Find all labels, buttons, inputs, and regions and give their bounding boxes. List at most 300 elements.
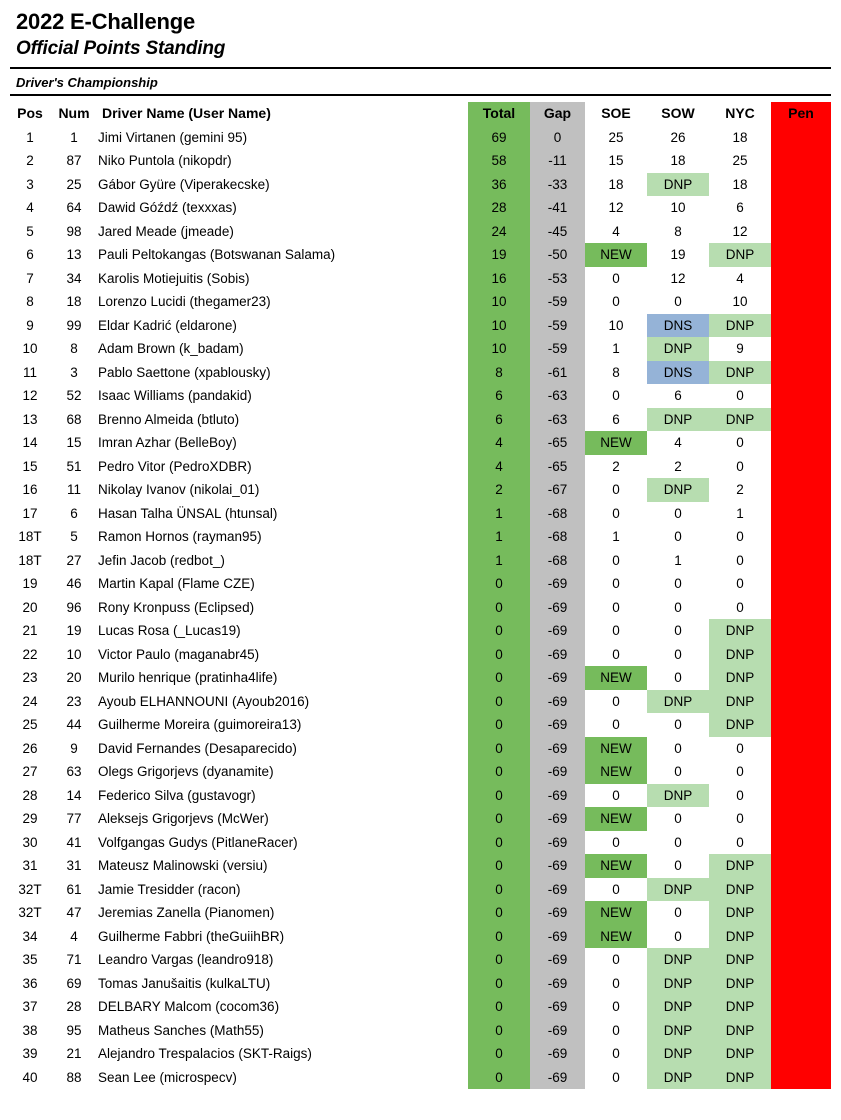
- cell-driver-name: DELBARY Malcom (cocom36): [98, 999, 280, 1014]
- cell-total: 0: [468, 737, 530, 761]
- cell-total: 1: [468, 502, 530, 526]
- cell-gap: 0: [530, 126, 585, 150]
- cell-number: 14: [66, 787, 82, 803]
- cell-sow: 0: [647, 713, 709, 737]
- cell-driver-name: Victor Paulo (maganabr45): [98, 646, 260, 662]
- cell-nyc: 18: [709, 126, 771, 150]
- cell-nyc: DNP: [709, 713, 771, 737]
- cell-gap: -69: [530, 925, 585, 949]
- cell-penalty: [771, 643, 831, 667]
- cell-driver-name: Murilo henrique (pratinha4life): [98, 670, 278, 685]
- cell-nyc: DNP: [709, 666, 771, 690]
- table-row: [10, 784, 831, 808]
- cell-number: 31: [66, 858, 82, 873]
- cell-soe: 0: [585, 384, 647, 408]
- table-row: [10, 690, 831, 714]
- cell-sow: DNP: [647, 972, 709, 996]
- cell-gap: -68: [530, 502, 585, 526]
- cell-driver-name: Jared Meade (jmeade): [98, 223, 234, 239]
- cell-penalty: [771, 948, 831, 972]
- cell-nyc: 9: [709, 337, 771, 361]
- cell-driver-name: Jimi Virtanen (gemini 95): [98, 129, 248, 145]
- column-header-soe: SOE: [601, 105, 631, 121]
- cell-nyc: DNP: [709, 925, 771, 949]
- cell-nyc: DNP: [709, 643, 771, 667]
- table-row: [10, 713, 831, 737]
- cell-nyc: 0: [709, 784, 771, 808]
- cell-soe: 0: [585, 690, 647, 714]
- cell-soe: 0: [585, 478, 647, 502]
- cell-nyc: DNP: [709, 690, 771, 714]
- cell-sow: 0: [647, 760, 709, 784]
- cell-nyc: DNP: [709, 854, 771, 878]
- cell-gap: -69: [530, 948, 585, 972]
- cell-nyc: 0: [709, 572, 771, 596]
- cell-number: 68: [66, 411, 82, 427]
- cell-soe: 0: [585, 619, 647, 643]
- table-row: [10, 737, 831, 761]
- cell-sow: 0: [647, 854, 709, 878]
- cell-gap: -69: [530, 807, 585, 831]
- cell-position: 15: [22, 458, 38, 474]
- cell-number: 23: [66, 693, 82, 709]
- cell-gap: -53: [530, 267, 585, 291]
- cell-soe: 0: [585, 596, 647, 620]
- cell-sow: DNP: [647, 995, 709, 1019]
- title-divider: [10, 67, 831, 69]
- cell-nyc: 4: [709, 267, 771, 291]
- cell-driver-name: Jeremias Zanella (Pianomen): [98, 905, 275, 920]
- cell-gap: -69: [530, 831, 585, 855]
- cell-soe: 1: [585, 525, 647, 549]
- table-row: [10, 878, 831, 902]
- cell-penalty: [771, 455, 831, 479]
- cell-driver-name: Mateusz Malinowski (versiu): [98, 858, 268, 873]
- cell-total: 2: [468, 478, 530, 502]
- table-row: [10, 502, 831, 526]
- cell-penalty: [771, 220, 831, 244]
- cell-number: 47: [66, 905, 82, 920]
- table-row: [10, 760, 831, 784]
- cell-position: 28: [22, 787, 38, 803]
- cell-penalty: [771, 267, 831, 291]
- cell-gap: -69: [530, 596, 585, 620]
- cell-total: 6: [468, 408, 530, 432]
- cell-penalty: [771, 173, 831, 197]
- cell-number: 99: [66, 317, 82, 333]
- table-row: [10, 807, 831, 831]
- cell-nyc: 2: [709, 478, 771, 502]
- cell-driver-name: Eldar Kadrić (eldarone): [98, 317, 237, 333]
- cell-penalty: [771, 361, 831, 385]
- cell-total: 19: [468, 243, 530, 267]
- cell-number: 9: [70, 740, 78, 756]
- cell-soe: NEW: [585, 925, 647, 949]
- cell-number: 25: [66, 176, 82, 192]
- cell-driver-name: Pedro Vitor (PedroXDBR): [98, 458, 252, 474]
- cell-soe: NEW: [585, 854, 647, 878]
- cell-number: 34: [66, 270, 82, 286]
- cell-nyc: 0: [709, 760, 771, 784]
- cell-penalty: [771, 478, 831, 502]
- cell-soe: 2: [585, 455, 647, 479]
- cell-sow: 4: [647, 431, 709, 455]
- table-row: [10, 572, 831, 596]
- table-row: [10, 431, 831, 455]
- cell-penalty: [771, 243, 831, 267]
- cell-position: 7: [26, 270, 34, 286]
- cell-soe: 0: [585, 831, 647, 855]
- cell-sow: DNP: [647, 478, 709, 502]
- cell-penalty: [771, 760, 831, 784]
- cell-position: 14: [22, 435, 38, 450]
- cell-number: 71: [66, 952, 82, 967]
- cell-gap: -69: [530, 854, 585, 878]
- cell-position: 30: [22, 834, 38, 850]
- cell-nyc: DNP: [709, 243, 771, 267]
- cell-number: 5: [70, 529, 78, 544]
- cell-penalty: [771, 337, 831, 361]
- cell-number: 6: [70, 505, 78, 521]
- cell-position: 25: [22, 717, 38, 732]
- cell-sow: 0: [647, 925, 709, 949]
- cell-gap: -65: [530, 431, 585, 455]
- cell-number: 20: [66, 670, 82, 685]
- cell-gap: -69: [530, 572, 585, 596]
- cell-soe: 12: [585, 196, 647, 220]
- cell-total: 0: [468, 690, 530, 714]
- cell-penalty: [771, 737, 831, 761]
- cell-number: 19: [66, 623, 82, 638]
- cell-total: 0: [468, 1066, 530, 1090]
- section-title: Driver's Championship: [16, 75, 158, 90]
- cell-position: 27: [22, 764, 38, 779]
- cell-penalty: [771, 549, 831, 573]
- cell-gap: -67: [530, 478, 585, 502]
- cell-driver-name: Isaac Williams (pandakid): [98, 388, 252, 403]
- column-header-pos: Pos: [17, 105, 43, 121]
- cell-total: 10: [468, 290, 530, 314]
- cell-number: 64: [66, 200, 82, 215]
- cell-driver-name: Matheus Sanches (Math55): [98, 1022, 264, 1038]
- cell-sow: 0: [647, 290, 709, 314]
- cell-number: 21: [66, 1046, 82, 1061]
- cell-penalty: [771, 854, 831, 878]
- cell-gap: -69: [530, 1042, 585, 1066]
- cell-sow: 0: [647, 807, 709, 831]
- cell-nyc: 18: [709, 173, 771, 197]
- cell-gap: -69: [530, 760, 585, 784]
- cell-number: 4: [70, 928, 78, 944]
- cell-sow: 12: [647, 267, 709, 291]
- cell-position: 3: [26, 176, 34, 192]
- cell-soe: 0: [585, 878, 647, 902]
- cell-driver-name: Tomas Janušaitis (kulkaLTU): [98, 975, 271, 991]
- cell-nyc: DNP: [709, 1019, 771, 1043]
- cell-total: 0: [468, 925, 530, 949]
- cell-soe: 0: [585, 502, 647, 526]
- table-row: [10, 243, 831, 267]
- cell-driver-name: Lorenzo Lucidi (thegamer23): [98, 294, 271, 309]
- cell-total: 10: [468, 337, 530, 361]
- cell-driver-name: Federico Silva (gustavogr): [98, 787, 256, 803]
- cell-sow: DNS: [647, 361, 709, 385]
- cell-gap: -69: [530, 901, 585, 925]
- cell-driver-name: Niko Puntola (nikopdr): [98, 153, 232, 168]
- cell-total: 69: [468, 126, 530, 150]
- cell-sow: DNP: [647, 690, 709, 714]
- cell-sow: 0: [647, 901, 709, 925]
- cell-total: 0: [468, 807, 530, 831]
- cell-soe: 0: [585, 972, 647, 996]
- table-row: [10, 384, 831, 408]
- cell-position: 19: [22, 576, 38, 591]
- cell-soe: NEW: [585, 760, 647, 784]
- cell-soe: NEW: [585, 737, 647, 761]
- cell-nyc: 6: [709, 196, 771, 220]
- table-row: [10, 290, 831, 314]
- page-subtitle: Official Points Standing: [16, 38, 226, 59]
- cell-driver-name: Lucas Rosa (_Lucas19): [98, 623, 241, 638]
- cell-nyc: 10: [709, 290, 771, 314]
- cell-sow: 0: [647, 831, 709, 855]
- table-row: [10, 1042, 831, 1066]
- cell-position: 32T: [18, 881, 42, 897]
- cell-position: 35: [22, 952, 38, 967]
- cell-soe: 0: [585, 572, 647, 596]
- cell-penalty: [771, 1019, 831, 1043]
- cell-total: 36: [468, 173, 530, 197]
- cell-driver-name: Pablo Saettone (xpablousky): [98, 364, 271, 380]
- cell-number: 1: [70, 129, 78, 145]
- cell-penalty: [771, 1042, 831, 1066]
- cell-sow: DNP: [647, 948, 709, 972]
- table-row: [10, 549, 831, 573]
- cell-penalty: [771, 690, 831, 714]
- cell-total: 0: [468, 854, 530, 878]
- cell-driver-name: Dawid Góźdź (texxxas): [98, 200, 237, 215]
- cell-sow: DNP: [647, 1066, 709, 1090]
- cell-driver-name: Leandro Vargas (leandro918): [98, 952, 274, 967]
- cell-number: 77: [66, 811, 82, 826]
- cell-penalty: [771, 572, 831, 596]
- table-row: [10, 596, 831, 620]
- cell-position: 16: [22, 482, 38, 497]
- table-row: [10, 1066, 831, 1090]
- cell-sow: 0: [647, 596, 709, 620]
- cell-nyc: 0: [709, 737, 771, 761]
- cell-gap: -59: [530, 337, 585, 361]
- cell-position: 32T: [18, 905, 42, 920]
- cell-position: 10: [22, 341, 38, 356]
- cell-total: 0: [468, 643, 530, 667]
- cell-number: 13: [66, 247, 82, 262]
- cell-soe: 6: [585, 408, 647, 432]
- cell-driver-name: Adam Brown (k_badam): [98, 341, 244, 356]
- cell-penalty: [771, 784, 831, 808]
- cell-total: 0: [468, 878, 530, 902]
- cell-sow: DNP: [647, 878, 709, 902]
- cell-nyc: DNP: [709, 619, 771, 643]
- cell-number: 28: [66, 999, 82, 1014]
- cell-number: 3: [70, 364, 78, 380]
- cell-nyc: DNP: [709, 408, 771, 432]
- table-row: [10, 948, 831, 972]
- cell-position: 39: [22, 1046, 38, 1061]
- cell-soe: 0: [585, 1066, 647, 1090]
- cell-number: 10: [66, 646, 82, 662]
- cell-penalty: [771, 619, 831, 643]
- cell-position: 29: [22, 811, 38, 826]
- table-row: [10, 854, 831, 878]
- cell-driver-name: Karolis Motiejuitis (Sobis): [98, 270, 250, 286]
- cell-sow: 0: [647, 666, 709, 690]
- cell-total: 4: [468, 431, 530, 455]
- cell-driver-name: Martin Kapal (Flame CZE): [98, 576, 255, 591]
- cell-nyc: DNP: [709, 1066, 771, 1090]
- cell-penalty: [771, 126, 831, 150]
- cell-number: 8: [70, 341, 78, 356]
- cell-penalty: [771, 196, 831, 220]
- cell-driver-name: Guilherme Moreira (guimoreira13): [98, 717, 302, 732]
- cell-position: 18T: [18, 552, 42, 568]
- cell-position: 22: [22, 646, 38, 662]
- cell-position: 8: [26, 294, 34, 309]
- cell-gap: -68: [530, 549, 585, 573]
- cell-gap: -59: [530, 290, 585, 314]
- cell-total: 1: [468, 525, 530, 549]
- cell-sow: DNP: [647, 408, 709, 432]
- table-row: [10, 995, 831, 1019]
- cell-number: 11: [66, 482, 81, 497]
- cell-sow: DNP: [647, 173, 709, 197]
- cell-penalty: [771, 502, 831, 526]
- cell-sow: 0: [647, 525, 709, 549]
- cell-total: 0: [468, 1042, 530, 1066]
- column-header-gap: Gap: [530, 102, 585, 126]
- cell-soe: 0: [585, 1042, 647, 1066]
- cell-sow: 18: [647, 149, 709, 173]
- cell-total: 0: [468, 572, 530, 596]
- cell-gap: -11: [530, 149, 585, 173]
- cell-soe: 0: [585, 267, 647, 291]
- cell-total: 24: [468, 220, 530, 244]
- cell-driver-name: Imran Azhar (BelleBoy): [98, 435, 237, 450]
- cell-soe: NEW: [585, 807, 647, 831]
- cell-total: 0: [468, 596, 530, 620]
- cell-soe: 25: [585, 126, 647, 150]
- column-header-nyc: NYC: [725, 105, 755, 121]
- cell-penalty: [771, 878, 831, 902]
- cell-nyc: DNP: [709, 878, 771, 902]
- cell-gap: -69: [530, 995, 585, 1019]
- cell-penalty: [771, 314, 831, 338]
- cell-gap: -68: [530, 525, 585, 549]
- cell-driver-name: Hasan Talha ÜNSAL (htunsal): [98, 505, 278, 521]
- cell-soe: 4: [585, 220, 647, 244]
- cell-number: 18: [66, 294, 82, 309]
- cell-sow: 2: [647, 455, 709, 479]
- cell-total: 0: [468, 666, 530, 690]
- cell-penalty: [771, 149, 831, 173]
- cell-total: 10: [468, 314, 530, 338]
- cell-driver-name: Volfgangas Gudys (PitlaneRacer): [98, 834, 298, 850]
- cell-penalty: [771, 384, 831, 408]
- cell-gap: -63: [530, 408, 585, 432]
- cell-driver-name: Ramon Hornos (rayman95): [98, 529, 262, 544]
- cell-position: 26: [22, 740, 38, 756]
- cell-nyc: DNP: [709, 972, 771, 996]
- table-row: [10, 455, 831, 479]
- cell-soe: 0: [585, 784, 647, 808]
- cell-penalty: [771, 972, 831, 996]
- table-row: [10, 643, 831, 667]
- table-header-row: [10, 102, 831, 126]
- column-header-pen: Pen: [771, 102, 831, 126]
- cell-position: 40: [22, 1069, 38, 1085]
- cell-penalty: [771, 995, 831, 1019]
- table-row: [10, 408, 831, 432]
- cell-number: 95: [66, 1022, 82, 1038]
- standings-table: [10, 102, 831, 1089]
- cell-gap: -69: [530, 1019, 585, 1043]
- cell-total: 8: [468, 361, 530, 385]
- cell-total: 0: [468, 901, 530, 925]
- table-row: [10, 126, 831, 150]
- cell-gap: -69: [530, 643, 585, 667]
- cell-total: 0: [468, 995, 530, 1019]
- cell-total: 4: [468, 455, 530, 479]
- cell-position: 24: [22, 693, 38, 709]
- cell-total: 0: [468, 784, 530, 808]
- cell-total: 0: [468, 948, 530, 972]
- cell-number: 44: [66, 717, 82, 732]
- cell-number: 87: [66, 153, 82, 168]
- cell-driver-name: Rony Kronpuss (Eclipsed): [98, 599, 255, 615]
- cell-driver-name: David Fernandes (Desaparecido): [98, 740, 297, 756]
- table-row: [10, 525, 831, 549]
- cell-driver-name: Jamie Tresidder (racon): [98, 881, 241, 897]
- cell-sow: 26: [647, 126, 709, 150]
- cell-penalty: [771, 290, 831, 314]
- cell-penalty: [771, 925, 831, 949]
- section-divider: [10, 94, 831, 96]
- cell-sow: 0: [647, 643, 709, 667]
- cell-sow: 8: [647, 220, 709, 244]
- cell-nyc: DNP: [709, 361, 771, 385]
- cell-driver-name: Jefin Jacob (redbot_): [98, 552, 225, 568]
- cell-soe: NEW: [585, 666, 647, 690]
- cell-sow: 1: [647, 549, 709, 573]
- cell-position: 13: [22, 411, 38, 427]
- cell-sow: DNP: [647, 1019, 709, 1043]
- cell-gap: -69: [530, 878, 585, 902]
- cell-soe: 18: [585, 173, 647, 197]
- cell-gap: -69: [530, 619, 585, 643]
- cell-driver-name: Nikolay Ivanov (nikolai_01): [98, 482, 260, 497]
- cell-penalty: [771, 525, 831, 549]
- table-row: [10, 925, 831, 949]
- column-header-driver: Driver Name (User Name): [102, 105, 271, 121]
- cell-sow: DNP: [647, 1042, 709, 1066]
- cell-gap: -69: [530, 690, 585, 714]
- cell-soe: 0: [585, 643, 647, 667]
- cell-number: 63: [66, 764, 82, 779]
- cell-position: 17: [22, 505, 38, 521]
- cell-number: 27: [66, 552, 82, 568]
- cell-penalty: [771, 596, 831, 620]
- cell-penalty: [771, 901, 831, 925]
